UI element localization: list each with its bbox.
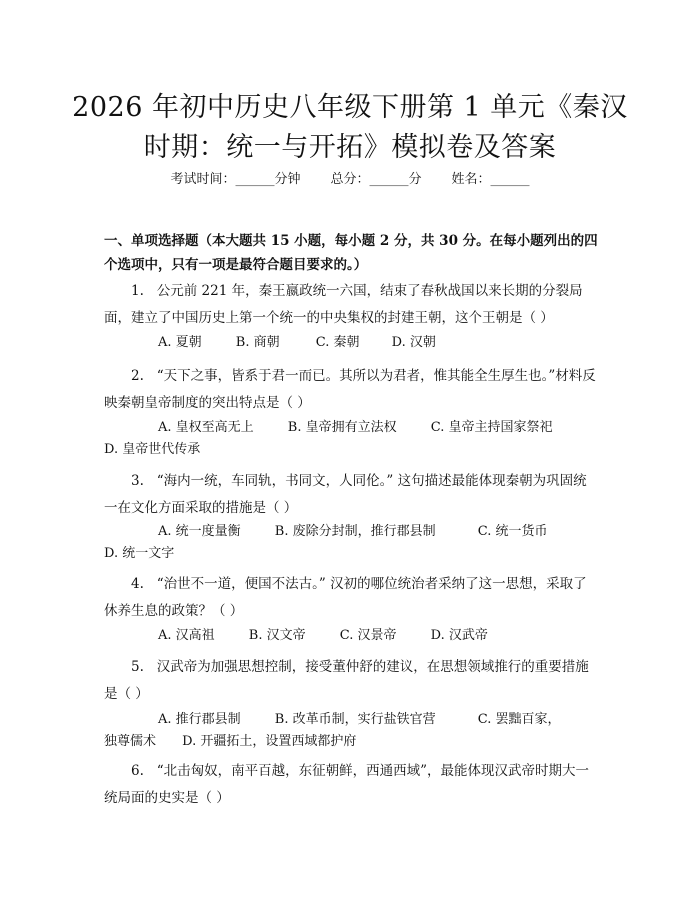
question-stem: 3. “海内一统，车同轨，书同文，人同伦。” 这句描述最能体现秦朝为巩固统一在文化方面采取的措施是（ ） [104, 473, 587, 516]
option-b: B. 改革币制，实行盐铁官营 [274, 712, 436, 727]
section-heading: 一、单项选择题（本大题共 15 小题，每小题 2 分，共 30 分。在每小题列出的四个选项中，只有一项是最符合题目要求的。） [104, 233, 598, 273]
option-d: D. 开疆拓土，设置西域都护府 [182, 734, 357, 749]
question-5 [104, 654, 600, 708]
option-c-continued: 独尊儒术 [104, 734, 157, 749]
question-stem: 6. “北击匈奴，南平百越，东征朝鲜，西通西域”，最能体现汉武帝时期大一统局面的史实是（ ） [104, 763, 590, 806]
question-2 [104, 363, 600, 417]
option-a: A. 汉高祖 [158, 628, 215, 643]
question-stem: 5. 汉武帝为加强思想控制，接受董仲舒的建议，在思想领域推行的重要措施是（ ） [104, 659, 589, 702]
title-line-2: 时期：统一与开拓》模拟卷及答案 [143, 132, 557, 163]
document-title [40, 88, 660, 168]
option-d: D. 汉武帝 [430, 628, 488, 643]
question-6 [104, 758, 600, 812]
option-b: B. 废除分封制，推行郡县制 [274, 524, 436, 539]
option-c: C. 皇帝主持国家祭祀 [430, 420, 553, 435]
question-3 [104, 468, 600, 522]
question-stem: 1. 公元前 221 年，秦王嬴政统一六国，结束了春秋战国以来长期的分裂局面，建立了中国历史上第一个统一的中央集权的封建王朝，这个王朝是（ ） [104, 283, 583, 326]
option-a: A. 夏朝 [158, 335, 202, 350]
title-line-1: 2026 年初中历史八年级下册第 1 单元《秦汉 [72, 92, 628, 123]
question-4 [104, 571, 600, 625]
question-1-options [104, 329, 600, 356]
total-score-field: 总分：______分 [330, 172, 422, 187]
exam-meta [0, 168, 700, 187]
exam-time-field: 考试时间：______分钟 [170, 172, 301, 187]
question-stem: 4. “治世不一道，便国不法古。” 汉初的哪位统治者采纳了这一思想，采取了休养生息的政策？（ ） [104, 576, 587, 619]
option-c: C. 罢黜百家， [477, 712, 561, 727]
option-d: D. 汉朝 [391, 335, 436, 350]
question-1 [104, 278, 600, 332]
option-d: D. 统一文字 [104, 546, 175, 561]
name-field: 姓名：______ [451, 172, 530, 187]
option-c: C. 汉景帝 [339, 628, 397, 643]
option-a: A. 推行郡县制 [158, 712, 241, 727]
option-c: C. 秦朝 [315, 335, 360, 350]
question-3-options-wrap [104, 540, 600, 567]
question-2-options-wrap [104, 436, 600, 463]
option-b: B. 汉文帝 [248, 628, 306, 643]
question-5-options-wrap [104, 728, 600, 755]
question-stem: 2. “天下之事，皆系于君一而已。其所以为君者，惟其能全生厚生也。”材料反映秦朝皇帝制度的突出特点是（ ） [104, 368, 596, 411]
question-4-options [104, 622, 600, 649]
option-d: D. 皇帝世代传承 [104, 442, 201, 457]
option-a: A. 统一度量衡 [158, 524, 241, 539]
option-b: B. 皇帝拥有立法权 [287, 420, 397, 435]
option-a: A. 皇权至高无上 [158, 420, 254, 435]
option-b: B. 商朝 [235, 335, 280, 350]
option-c: C. 统一货币 [477, 524, 548, 539]
